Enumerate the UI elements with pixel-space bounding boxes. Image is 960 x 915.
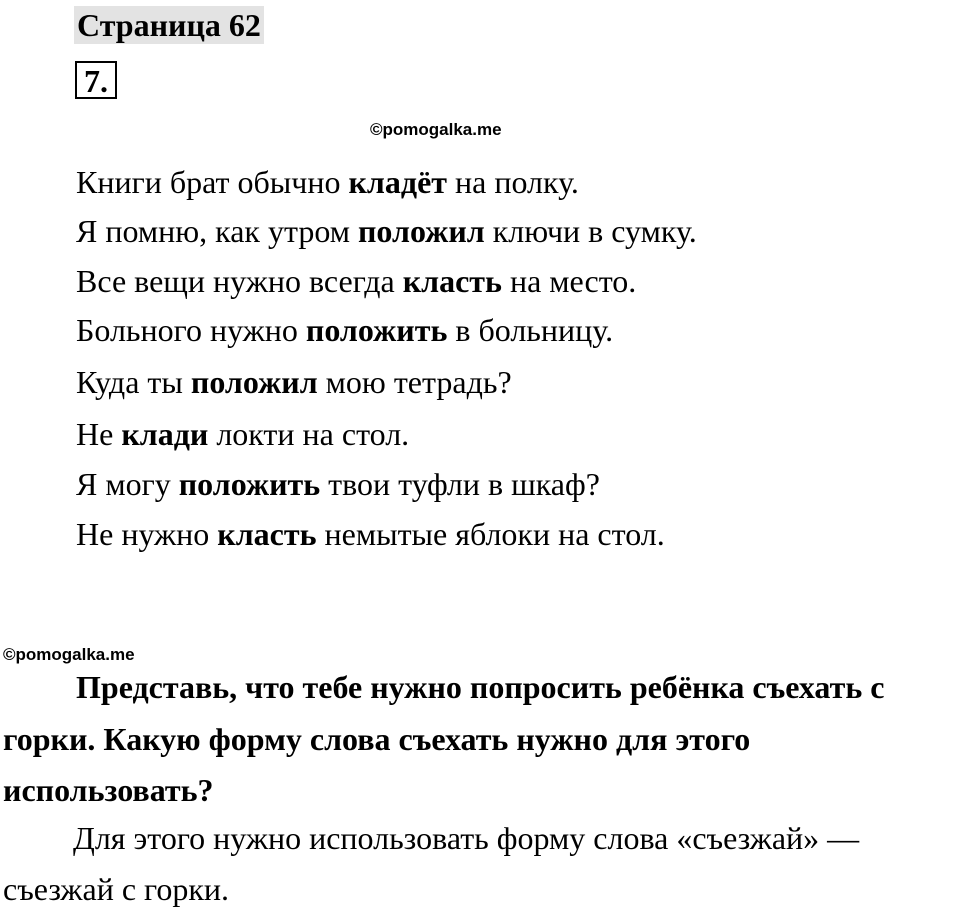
- sentence-text: на место.: [501, 263, 637, 299]
- highlighted-verb: класть: [217, 516, 317, 552]
- highlighted-verb: положил: [357, 213, 485, 249]
- sentence-line: [76, 262, 636, 300]
- sentence-text: Не нужно: [76, 516, 218, 552]
- sentence-text: немытые яблоки на стол.: [316, 516, 665, 552]
- highlighted-verb: клади: [121, 416, 209, 452]
- highlighted-verb: кладёт: [348, 164, 447, 200]
- sentence-line: [76, 163, 579, 201]
- highlighted-verb: положить: [305, 312, 448, 348]
- watermark: ©pomogalka.me: [3, 645, 135, 664]
- answer-paragraph: [3, 813, 958, 915]
- task-number-box: 7.: [75, 61, 117, 99]
- watermark: ©pomogalka.me: [370, 120, 502, 139]
- sentence-text: мою тетрадь?: [317, 364, 512, 400]
- sentence-line: [76, 212, 697, 250]
- highlighted-verb: положил: [190, 364, 318, 400]
- question-text: Представь, что тебе нужно попросить ребёнка съехать с горки. Какую форму слова съехать нужно для этого использовать?: [3, 669, 885, 808]
- sentence-line: [76, 311, 613, 349]
- question-paragraph: [3, 662, 958, 817]
- highlighted-verb: положить: [178, 466, 321, 502]
- highlighted-verb: класть: [402, 263, 502, 299]
- sentence-line: [76, 363, 512, 401]
- sentence-text: Я помню, как утром: [76, 213, 358, 249]
- sentence-text: Я могу: [76, 466, 179, 502]
- sentence-text: Книги брат обычно: [76, 164, 349, 200]
- sentence-text: Не: [76, 416, 122, 452]
- sentence-line: [76, 515, 665, 553]
- sentence-text: в больницу.: [447, 312, 614, 348]
- page-title: Страница 62: [74, 6, 264, 44]
- sentence-text: Все вещи нужно всегда: [76, 263, 403, 299]
- answer-text: Для этого нужно использовать форму слова «съезжай» — съезжай с горки.: [3, 820, 860, 907]
- sentence-line: [76, 415, 409, 453]
- sentence-text: на полку.: [446, 164, 579, 200]
- sentence-text: ключи в сумку.: [484, 213, 697, 249]
- sentence-text: Больного нужно: [76, 312, 306, 348]
- sentence-text: Куда ты: [76, 364, 191, 400]
- sentence-line: [76, 465, 600, 503]
- sentence-text: локти на стол.: [208, 416, 410, 452]
- sentence-text: твои туфли в шкаф?: [320, 466, 600, 502]
